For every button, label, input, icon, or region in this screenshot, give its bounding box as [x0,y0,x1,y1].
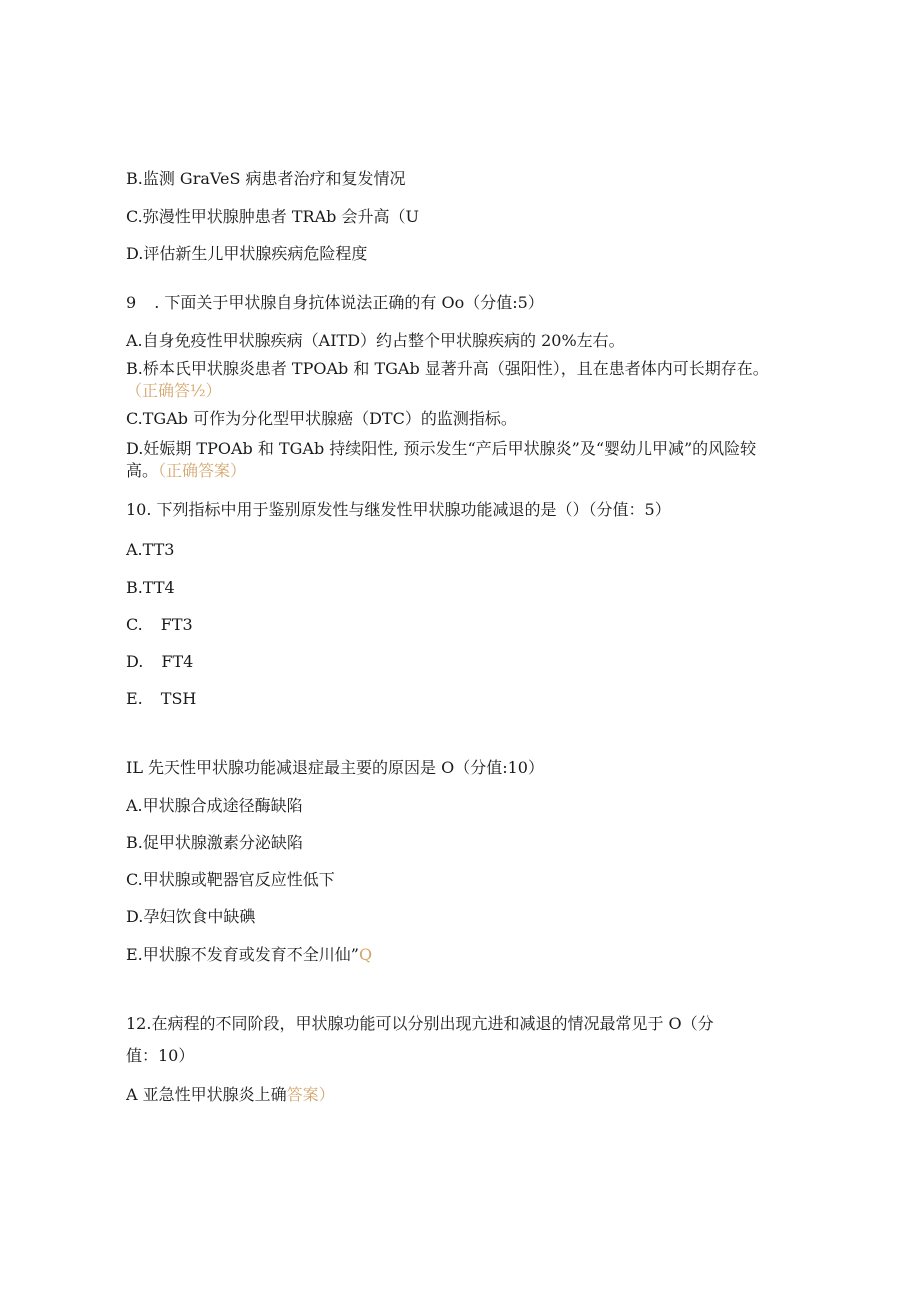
q10-option-e-letter: E. [126,689,143,708]
q12-option-a [126,1084,335,1106]
q10-option-c [126,614,193,636]
q9-option-c: C.TGAb 可作为分化型甲状腺癌（DTC）的监测指标。 [126,409,517,428]
q9-stem [126,292,544,314]
q10-option-d-letter: D. [126,652,144,671]
q10-stem: 10. 下列指标中用于鉴别原发性与继发性甲状腺功能减退的是（）（分值：5） [126,500,671,519]
q11-option-d: D.孕妇饮食中缺碘 [126,907,256,926]
q12-option-a-text: A 亚急性甲状腺炎上确 [126,1085,287,1104]
q8-option-c: C.弥漫性甲状腺肿患者 TRAb 会升高（U [126,207,419,226]
q10-option-a: A.TT3 [126,540,175,559]
q12-stem-line-2: 值：10） [126,1046,195,1065]
q10-option-c-letter: C. [126,615,143,634]
q11-option-a: A.甲状腺合成途径酶缺陷 [126,796,303,815]
q8-option-b: B.监测 GraVeS 病患者治疗和复发情况 [126,169,406,188]
q9-number: 9 [126,293,137,312]
q11-option-e [126,944,372,966]
q9-stem-text: . 下面关于甲状腺自身抗体说法正确的有 Oo（分值:5） [154,293,544,312]
q10-option-e [126,688,196,710]
q10-option-c-text: FT3 [160,615,193,634]
q12-option-a-answer-mark: 答案） [286,1085,335,1104]
q12-stem-line-1: 12.在病程的不同阶段，甲状腺功能可以分别出现亢进和减退的情况最常见于 O（分 [126,1014,714,1033]
q10-option-d-text: FT4 [161,652,194,671]
q11-option-b: B.促甲状腺激素分泌缺陷 [126,833,303,852]
q10-option-e-text: TSH [160,689,197,708]
q11-option-c: C.甲状腺或靶器官反应性低下 [126,870,335,889]
q10-option-d [126,651,193,673]
q9-option-d [126,438,776,482]
q11-option-e-text: E.甲状腺不发育或发育不全川仙” [126,945,359,964]
q8-option-d: D.评估新生儿甲状腺疾病危险程度 [126,244,368,263]
q9-option-d-answer-mark: （正确答案） [158,461,247,480]
q9-option-d-text: D.妊娠期 TPOAb 和 TGAb 持续阳性, 预示发生“产后甲状腺炎”及“婴幼儿甲减”的风险较高。 [126,439,757,480]
q11-option-e-answer-mark: Q [358,945,373,964]
q9-option-b [126,358,776,402]
q9-option-b-text: B.桥本氏甲状腺炎患者 TPOAb 和 TGAb 显著升高（强阳性），且在患者体内可长期存在。 [126,359,769,378]
q9-option-a: A.自身免疫性甲状腺疾病（AITD）约占整个甲状腺疾病的 20%左右。 [126,331,625,350]
q10-option-b: B.TT4 [126,578,175,597]
q9-option-b-answer-mark: （正确答½） [126,381,222,400]
q11-stem: IL 先天性甲状腺功能减退症最主要的原因是 O（分值:10） [126,758,544,777]
